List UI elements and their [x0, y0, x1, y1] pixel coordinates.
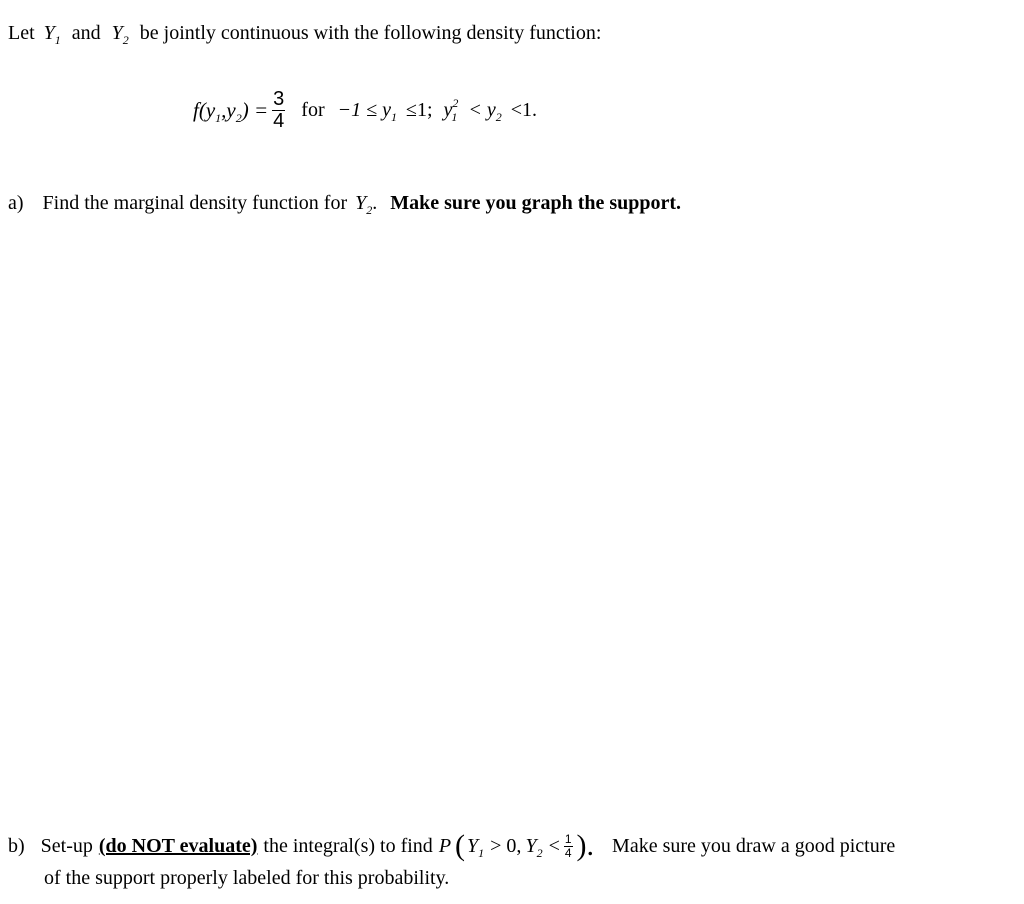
part-b-label: b) [8, 835, 25, 857]
part-b-fraction: $\frac{1}{4}$ [564, 831, 572, 860]
part-b-mid: the integral(s) to find [263, 835, 433, 857]
part-b-cond1: > 0, [490, 835, 522, 857]
part-a-text: Find the marginal density function for $Y_2$. [42, 192, 378, 217]
part-a-instruction: Make sure you graph the support. [390, 192, 682, 214]
density-f: $f(y_1,y_2)$ = [193, 97, 269, 125]
part-b-line2: of the support properly labeled for this probability. [44, 867, 450, 889]
part-b-lt: < [548, 835, 560, 857]
intro-let: Let [8, 22, 35, 44]
part-b-prob-p: P [438, 835, 452, 857]
part-b [8, 829, 896, 862]
part-b-paren-open: ( [455, 829, 466, 862]
density-function [193, 80, 537, 140]
part-b-warning: (do NOT evaluate) [98, 835, 258, 857]
part-b-tail: Make sure you draw a good picture [612, 835, 896, 857]
intro-line [8, 22, 602, 47]
part-a-label: a) [8, 192, 24, 214]
density-fraction: $\frac{3}{4}$ [273, 87, 285, 132]
part-b-y2: $Y_2$ [525, 835, 543, 860]
intro-rest: be jointly continuous with the following density function: [139, 22, 602, 44]
part-b-y1: $Y_1$ [467, 835, 485, 860]
intro-y1: $Y_1$ [43, 22, 61, 47]
part-a [8, 192, 682, 217]
intro-y2: $Y_2$ [111, 22, 129, 47]
part-b-paren-close: ). [576, 829, 595, 862]
part-b-setup: Set-up [40, 835, 93, 857]
density-condition: for $-1 \le y_1 \le 1$; $y^2_1 < y_2 <1$. [301, 96, 538, 124]
intro-and: and [71, 22, 101, 44]
